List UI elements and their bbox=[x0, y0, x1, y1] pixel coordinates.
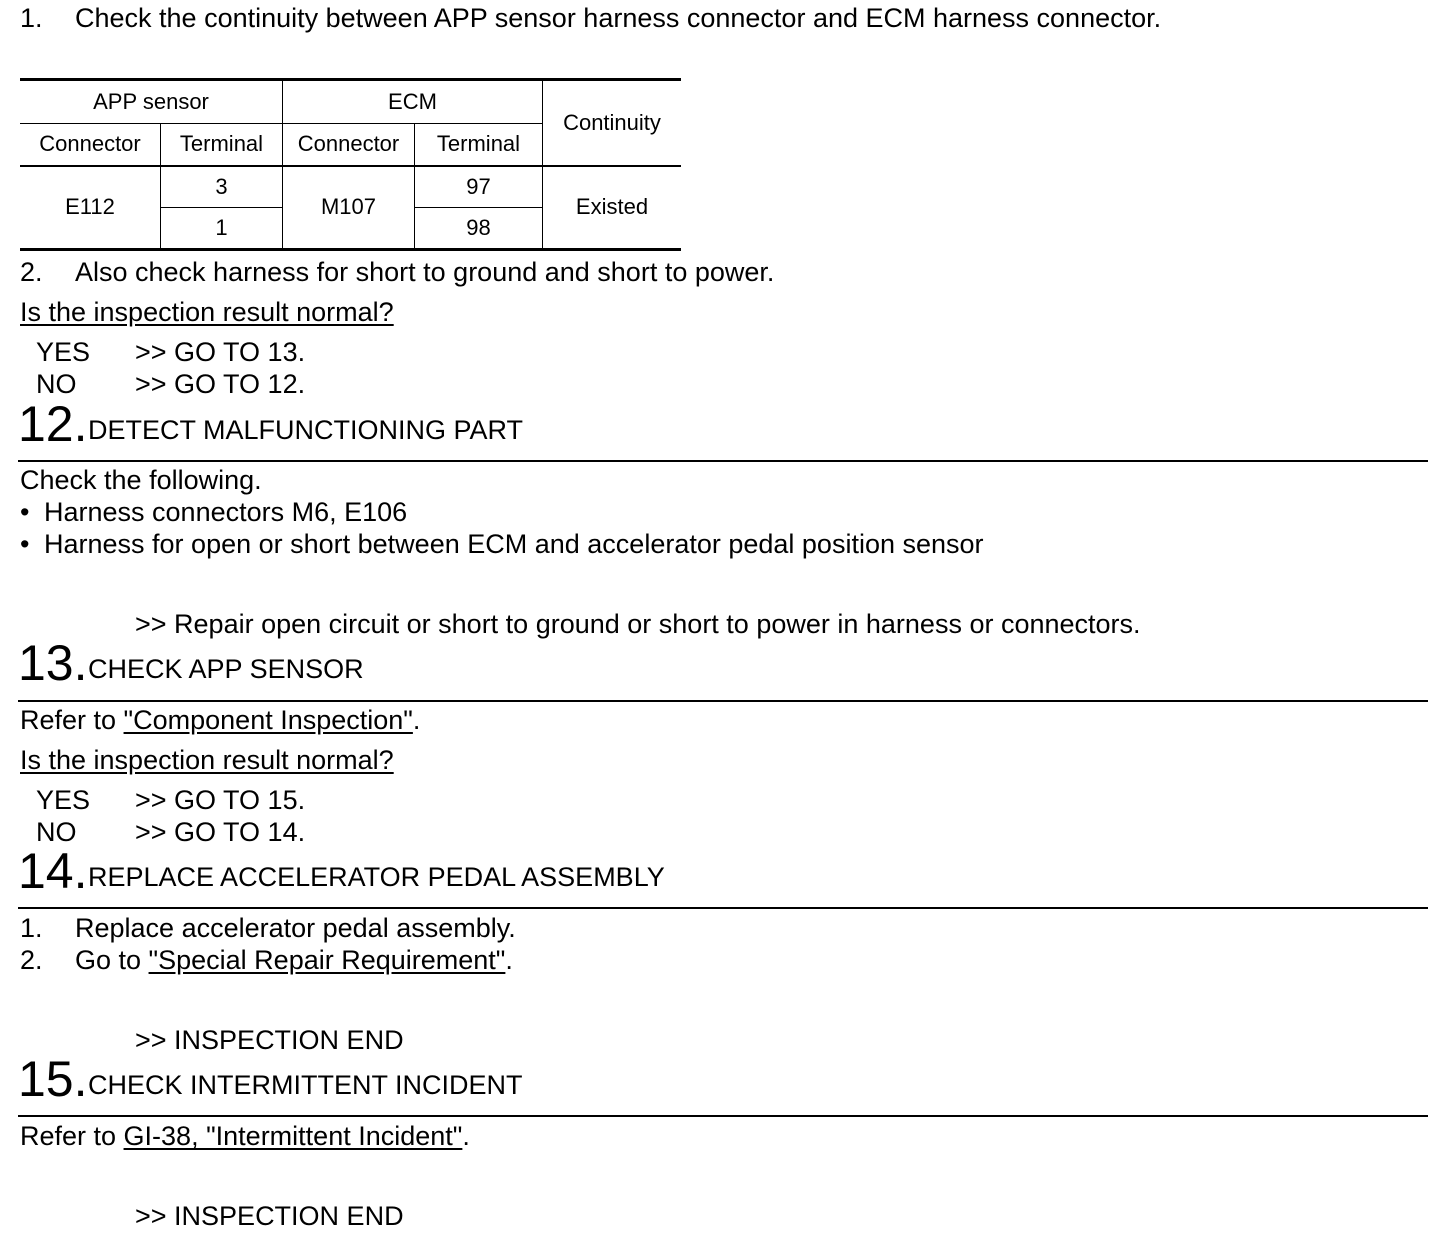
yes-label: YES bbox=[36, 785, 91, 815]
step-12-lead: Check the following. bbox=[20, 465, 262, 495]
header-ecm-terminal: Terminal bbox=[415, 124, 543, 166]
step-14-action: >> INSPECTION END bbox=[135, 1025, 404, 1055]
header-ecm-connector: Connector bbox=[283, 124, 415, 166]
ecm-terminal-cell: 98 bbox=[415, 208, 543, 250]
list-item bbox=[20, 496, 408, 528]
refer-suffix: . bbox=[412, 705, 421, 735]
divider bbox=[18, 700, 1428, 702]
item-2-number: 2. bbox=[20, 257, 43, 287]
step-12-action: >> Repair open circuit or short to ground or short to power in harness or connectors. bbox=[135, 609, 1141, 639]
app-terminal-cell: 1 bbox=[161, 208, 283, 250]
step-15-refer bbox=[20, 1120, 470, 1152]
continuity-table bbox=[20, 78, 681, 251]
header-ecm: ECM bbox=[283, 80, 543, 124]
no-action: >> GO TO 12. bbox=[135, 369, 306, 399]
step-13-title: CHECK APP SENSOR bbox=[88, 654, 364, 684]
list-item bbox=[20, 528, 984, 560]
continuity-cell: Existed bbox=[543, 166, 682, 250]
item-text bbox=[75, 944, 513, 976]
item-text: Replace accelerator pedal assembly. bbox=[75, 913, 516, 943]
item-number: 2. bbox=[20, 945, 43, 975]
yes-label: YES bbox=[36, 337, 91, 367]
yes-action: >> GO TO 13. bbox=[135, 337, 306, 367]
list-item-text: Harness connectors M6, E106 bbox=[44, 497, 408, 527]
special-repair-link[interactable]: "Special Repair Requirement" bbox=[148, 945, 506, 975]
app-connector-cell: E112 bbox=[20, 166, 161, 250]
no-action: >> GO TO 14. bbox=[135, 817, 306, 847]
item-prefix: Go to bbox=[75, 945, 149, 975]
yes-action: >> GO TO 15. bbox=[135, 785, 306, 815]
bullet-icon: • bbox=[20, 529, 30, 559]
item-suffix: . bbox=[505, 945, 513, 975]
header-continuity: Continuity bbox=[543, 80, 682, 166]
intro-text: Check the continuity between APP sensor harness connector and ECM harness connector. bbox=[75, 3, 1162, 33]
list-item-text: Harness for open or short between ECM and accelerator pedal position sensor bbox=[44, 529, 984, 559]
step-15-title: CHECK INTERMITTENT INCIDENT bbox=[88, 1070, 523, 1100]
refer-prefix: Refer to bbox=[20, 1121, 124, 1151]
intro-number: 1. bbox=[20, 3, 43, 33]
step-14-number: 14. bbox=[18, 843, 88, 899]
step-12-title: DETECT MALFUNCTIONING PART bbox=[88, 415, 524, 445]
refer-suffix: . bbox=[462, 1121, 470, 1151]
refer-prefix: Refer to bbox=[20, 705, 124, 735]
item-number: 1. bbox=[20, 913, 43, 943]
header-app-terminal: Terminal bbox=[161, 124, 283, 166]
app-terminal-cell: 3 bbox=[161, 166, 283, 208]
step-12-number: 12. bbox=[18, 396, 88, 452]
bullet-icon: • bbox=[20, 497, 30, 527]
divider bbox=[18, 1115, 1428, 1117]
no-label: NO bbox=[36, 369, 77, 399]
divider bbox=[18, 460, 1428, 462]
step-13-refer bbox=[20, 704, 420, 736]
inspection-question: Is the inspection result normal? bbox=[20, 745, 394, 775]
header-app-sensor: APP sensor bbox=[20, 80, 283, 124]
intermittent-incident-link[interactable]: GI-38, "Intermittent Incident" bbox=[123, 1121, 463, 1151]
step-15-action: >> INSPECTION END bbox=[135, 1201, 404, 1231]
step-14-title: REPLACE ACCELERATOR PEDAL ASSEMBLY bbox=[88, 862, 665, 892]
ecm-connector-cell: M107 bbox=[283, 166, 415, 250]
header-app-connector: Connector bbox=[20, 124, 161, 166]
component-inspection-link[interactable]: "Component Inspection" bbox=[123, 705, 413, 735]
item-2-text: Also check harness for short to ground and short to power. bbox=[75, 257, 775, 287]
divider bbox=[18, 907, 1428, 909]
no-label: NO bbox=[36, 817, 77, 847]
ecm-terminal-cell: 97 bbox=[415, 166, 543, 208]
step-15-number: 15. bbox=[18, 1051, 88, 1107]
step-13-number: 13. bbox=[18, 635, 88, 691]
inspection-question: Is the inspection result normal? bbox=[20, 297, 394, 327]
